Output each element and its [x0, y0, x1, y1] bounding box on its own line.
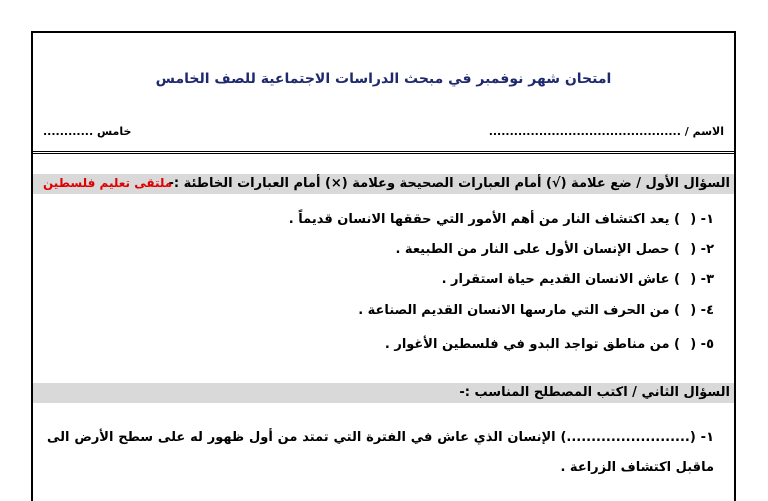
- exam-page: [31, 31, 736, 501]
- question1-heading-bar: [33, 174, 734, 194]
- question1-heading: السؤال الأول / ضع علامة (√) أمام العبارات الصحيحة وعلامة (×) أمام العبارات الخاطئة :-: [168, 176, 730, 191]
- class-field: خامس ............: [43, 125, 132, 138]
- brand-label: ملتقى تعليم فلسطين: [43, 176, 173, 190]
- header-divider: [33, 151, 734, 154]
- question1-item: ٢- () حصل الإنسان الأول على النار من الطبيعة .: [395, 242, 714, 257]
- name-field: الاسم / ..............................................: [488, 125, 724, 138]
- question2-heading-bar: [33, 383, 734, 403]
- question2-item: ١- (.........................) الإنسان الذي عاش في الفترة التي تمتد من أول ظهور له على سطح الأرض الى ماقبل اكتشاف الزراعة .: [47, 430, 714, 475]
- student-info-row: [43, 125, 724, 141]
- question2-heading: السؤال الثاني / اكتب المصطلح المناسب :-: [459, 385, 730, 400]
- question1-item: ٤- () من الحرف التي مارسها الانسان القديم الصناعة .: [358, 303, 714, 318]
- exam-title: امتحان شهر نوفمبر في مبحث الدراسات الاجتماعية للصف الخامس: [155, 71, 612, 87]
- question1-item: ٣- () عاش الانسان القديم حياة استقرار .: [441, 272, 714, 287]
- question1-item: ١- () يعد اكتشاف النار من أهم الأمور التي حققها الانسان قديماً .: [288, 212, 714, 227]
- question1-item: ٥- () من مناطق تواجد البدو في فلسطين الأغوار .: [384, 337, 714, 352]
